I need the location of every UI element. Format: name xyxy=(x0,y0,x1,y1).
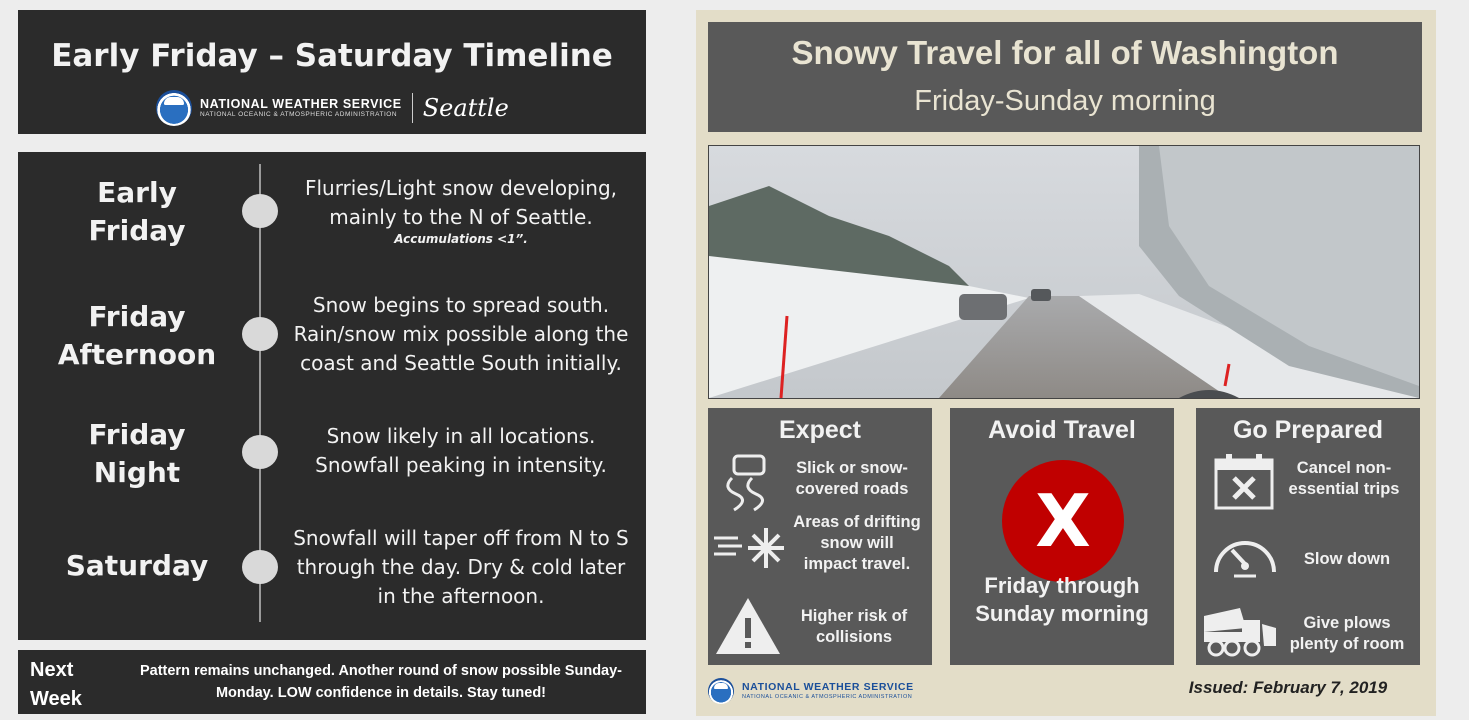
poster-subtitle: Friday-Sunday morning xyxy=(914,85,1216,117)
nws-name: NATIONAL WEATHER SERVICE xyxy=(200,96,402,111)
next-week-panel xyxy=(18,650,646,714)
expect-item: Areas of drifting snow will impact travel. xyxy=(793,513,921,573)
timeline-description: Snow begins to spread south. Rain/snow mix possible along the coast and Seattle South initially. xyxy=(293,293,629,375)
timeline-dot xyxy=(242,194,278,228)
speedometer-icon xyxy=(1210,528,1280,578)
nws-branding xyxy=(156,88,509,128)
timeline-title: Early Friday – Saturday Timeline xyxy=(51,38,613,74)
prepared-item: Cancel non-essential trips xyxy=(1288,459,1400,498)
timeline-dot xyxy=(242,317,278,351)
wind-snowflake-icon xyxy=(712,524,788,572)
expect-title: Expect xyxy=(779,416,861,444)
avoid-timeframe: Friday through Sunday morning xyxy=(975,573,1149,626)
noaa-name: NATIONAL OCEANIC & ATMOSPHERIC ADMINISTRATION xyxy=(200,111,398,118)
prepared-item: Slow down xyxy=(1303,550,1391,568)
slippery-road-icon xyxy=(716,450,778,512)
timeline-label: Saturday xyxy=(65,549,209,582)
next-week-label: Next Week xyxy=(30,659,82,710)
travel-poster xyxy=(696,10,1436,716)
office-name: Seattle xyxy=(422,94,509,122)
timeline-label: Friday Night xyxy=(88,418,186,489)
expect-card xyxy=(708,408,932,665)
avoid-travel-card xyxy=(950,408,1174,665)
warning-triangle-icon xyxy=(714,596,782,656)
noaa-logo-icon xyxy=(156,90,192,126)
snowy-road-photo xyxy=(708,145,1420,399)
prepared-title: Go Prepared xyxy=(1232,416,1384,444)
go-prepared-card xyxy=(1196,408,1420,665)
timeline-description: Flurries/Light snow developing, mainly to the N of Seattle. Accumulations <1”. xyxy=(286,174,636,246)
timeline-label: Friday Afternoon xyxy=(57,300,217,371)
issued-date: Issued: February 7, 2019 xyxy=(1188,678,1388,697)
noaa-name: NATIONAL OCEANIC & ATMOSPHERIC ADMINISTRATION xyxy=(742,693,913,700)
expect-item: Slick or snow-covered roads xyxy=(795,459,909,498)
nws-name: NATIONAL WEATHER SERVICE xyxy=(742,681,914,693)
expect-item: Higher risk of collisions xyxy=(800,607,908,646)
timeline-dot xyxy=(242,435,278,469)
poster-header xyxy=(708,22,1422,132)
timeline-label: Early Friday xyxy=(88,176,186,247)
timeline-description: Snow likely in all locations. Snowfall peaking in intensity. xyxy=(315,424,607,477)
prepared-item: Give plows plenty of room xyxy=(1289,614,1405,653)
snowplow-truck-icon xyxy=(1202,598,1278,658)
avoid-title: Avoid Travel xyxy=(988,416,1136,444)
noaa-logo-icon xyxy=(708,678,734,704)
next-week-text: Pattern remains unchanged. Another round of snow possible Sunday-Monday. LOW confidence in details. Stay tuned! xyxy=(139,663,623,701)
timeline-dot xyxy=(242,550,278,584)
snowy-road-image xyxy=(709,146,1419,398)
poster-title: Snowy Travel for all of Washington xyxy=(791,34,1339,71)
timeline-description: Snowfall will taper off from N to S through the day. Dry & cold later in the afternoon. xyxy=(293,526,629,608)
accumulation-note: Accumulations <1”. xyxy=(394,232,528,246)
avoid-x-icon: X xyxy=(1002,460,1124,582)
timeline-panel xyxy=(18,152,646,640)
branding-divider xyxy=(412,93,413,123)
poster-nws-branding xyxy=(708,678,914,704)
timeline-header xyxy=(18,10,646,134)
cancel-calendar-icon xyxy=(1212,452,1276,510)
